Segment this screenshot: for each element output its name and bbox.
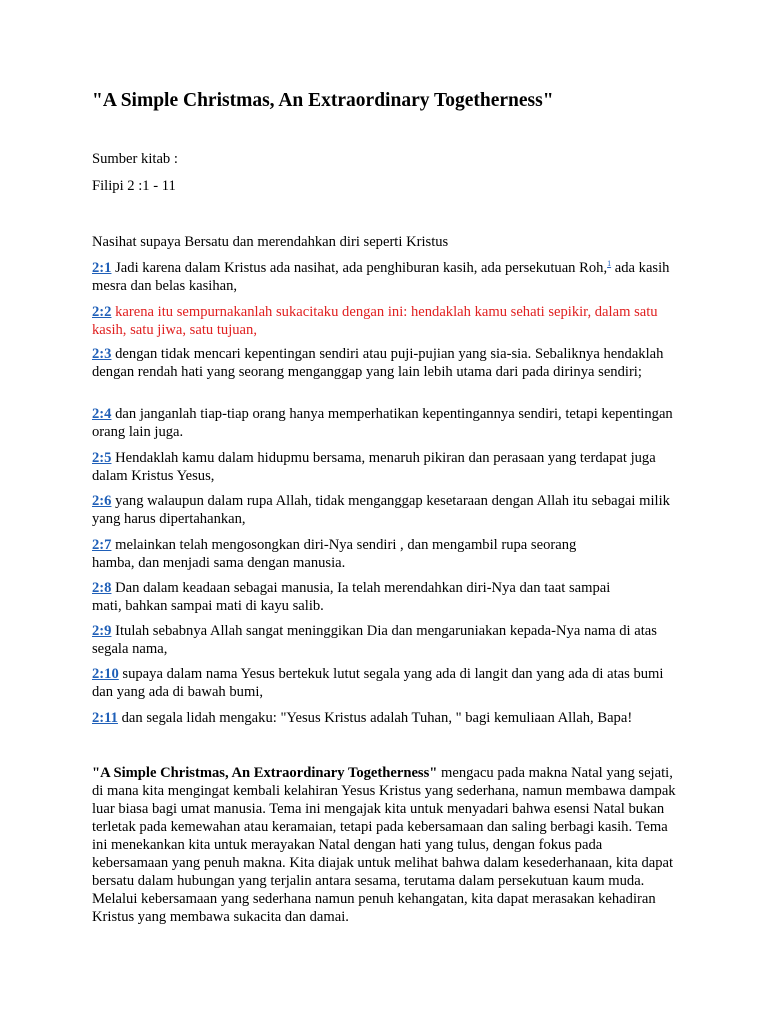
verse-2-2 xyxy=(92,303,682,339)
source-label: Sumber kitab : xyxy=(92,151,178,167)
source-reference: Filipi 2 :1 - 11 xyxy=(92,178,176,194)
verse-text: Itulah sebabnya Allah sangat meninggikan Dia dan mengaruniakan kepada-Nya nama di atas segala nama, xyxy=(92,623,657,657)
verse-2-5 xyxy=(92,449,682,485)
verse-number-link[interactable]: 2:10 xyxy=(92,666,119,682)
section-intro: Nasihat supaya Bersatu dan merendahkan diri seperti Kristus xyxy=(92,234,449,250)
verse-2-10 xyxy=(92,665,682,701)
verse-2-8 xyxy=(92,579,632,615)
verse-text: yang walaupun dalam rupa Allah, tidak menganggap kesetaraan dengan Allah itu sebagai milik yang harus dipertahankan, xyxy=(92,493,670,527)
verse-text-highlighted: karena itu sempurnakanlah sukacitaku dengan ini: hendaklah kamu sehati sepikir, dalam satu kasih, satu jiwa, satu tujuan, xyxy=(92,304,658,338)
verse-text: Dan dalam keadaan sebagai manusia, Ia telah merendahkan diri-Nya dan taat sampai mati, bahkan sampai mati di kayu salib. xyxy=(92,580,611,614)
verse-2-9 xyxy=(92,622,682,658)
document-title: "A Simple Christmas, An Extraordinary Togetherness" xyxy=(92,90,554,111)
verse-text: supaya dalam nama Yesus bertekuk lutut segala yang ada di langit dan yang ada di atas bumi dan yang ada di bawah bumi, xyxy=(92,666,664,700)
verse-text: dan segala lidah mengaku: "Yesus Kristus adalah Tuhan, " bagi kemuliaan Allah, Bapa! xyxy=(117,710,633,726)
verse-number-link[interactable]: 2:2 xyxy=(92,304,112,320)
summary-text: mengacu pada makna Natal yang sejati, di mana kita mengingat kembali kelahiran Yesus Kristus yang sederhana, namun membawa dampak luar biasa bagi umat manusia. Tema ini mengajak kita untuk menyadari bahwa esensi Natal bukan terletak pada kemewahan atau keramaian, tetapi pada kebersamaan dan saling berbagi kasih. Tema ini menekankan kita untuk merayakan Natal dengan hati yang tulus, dengan fokus pada kebersamaan yang penuh makna. Kita diajak untuk melihat bahwa dalam kesederhanaan, kita dapat bersatu dalam hubungan yang terjalin antara sesama, terutama dalam persekutuan kaum muda. Melalui kebersamaan yang sederhana namun penuh kehangatan, kita dapat merasakan kehadiran Kristus yang membawa sukacita dan damai. xyxy=(92,765,676,925)
summary-theme: "A Simple Christmas, An Extraordinary Togetherness" xyxy=(92,765,438,781)
summary-paragraph xyxy=(92,764,682,926)
verse-text: Hendaklah kamu dalam hidupmu bersama, menaruh pikiran dan perasaan yang terdapat juga dalam Kristus Yesus, xyxy=(92,450,656,484)
verse-2-11 xyxy=(92,709,682,727)
verse-number-link[interactable]: 2:9 xyxy=(92,623,112,639)
verse-text: ada kasih mesra dan belas kasihan, xyxy=(92,260,670,294)
verse-2-7 xyxy=(92,536,622,572)
verse-text: melainkan telah mengosongkan diri-Nya sendiri , dan mengambil rupa seorang hamba, dan menjadi sama dengan manusia. xyxy=(92,537,577,571)
verse-number-link[interactable]: 2:1 xyxy=(92,260,112,276)
verse-2-6 xyxy=(92,492,682,528)
verse-number-link[interactable]: 2:11 xyxy=(92,710,118,726)
footnote-link[interactable]: 1 xyxy=(607,259,612,269)
verse-number-link[interactable]: 2:4 xyxy=(92,406,112,422)
verse-text: dengan tidak mencari kepentingan sendiri atau puji-pujian yang sia-sia. Sebaliknya hendaklah dengan rendah hati yang seorang menganggap yang lain lebih utama dari pada dirinya sendiri; xyxy=(92,346,664,380)
verse-2-3 xyxy=(92,345,682,381)
verse-number-link[interactable]: 2:3 xyxy=(92,346,112,362)
verse-text: dan janganlah tiap-tiap orang hanya memperhatikan kepentingannya sendiri, tetapi kepentingan orang lain juga. xyxy=(92,406,673,440)
verse-2-1 xyxy=(92,259,682,295)
verse-number-link[interactable]: 2:8 xyxy=(92,580,112,596)
verse-number-link[interactable]: 2:5 xyxy=(92,450,112,466)
verse-text: Jadi karena dalam Kristus ada nasihat, ada penghiburan kasih, ada persekutuan Roh, xyxy=(111,260,608,276)
verse-number-link[interactable]: 2:7 xyxy=(92,537,112,553)
verse-2-4 xyxy=(92,405,682,441)
verse-number-link[interactable]: 2:6 xyxy=(92,493,112,509)
